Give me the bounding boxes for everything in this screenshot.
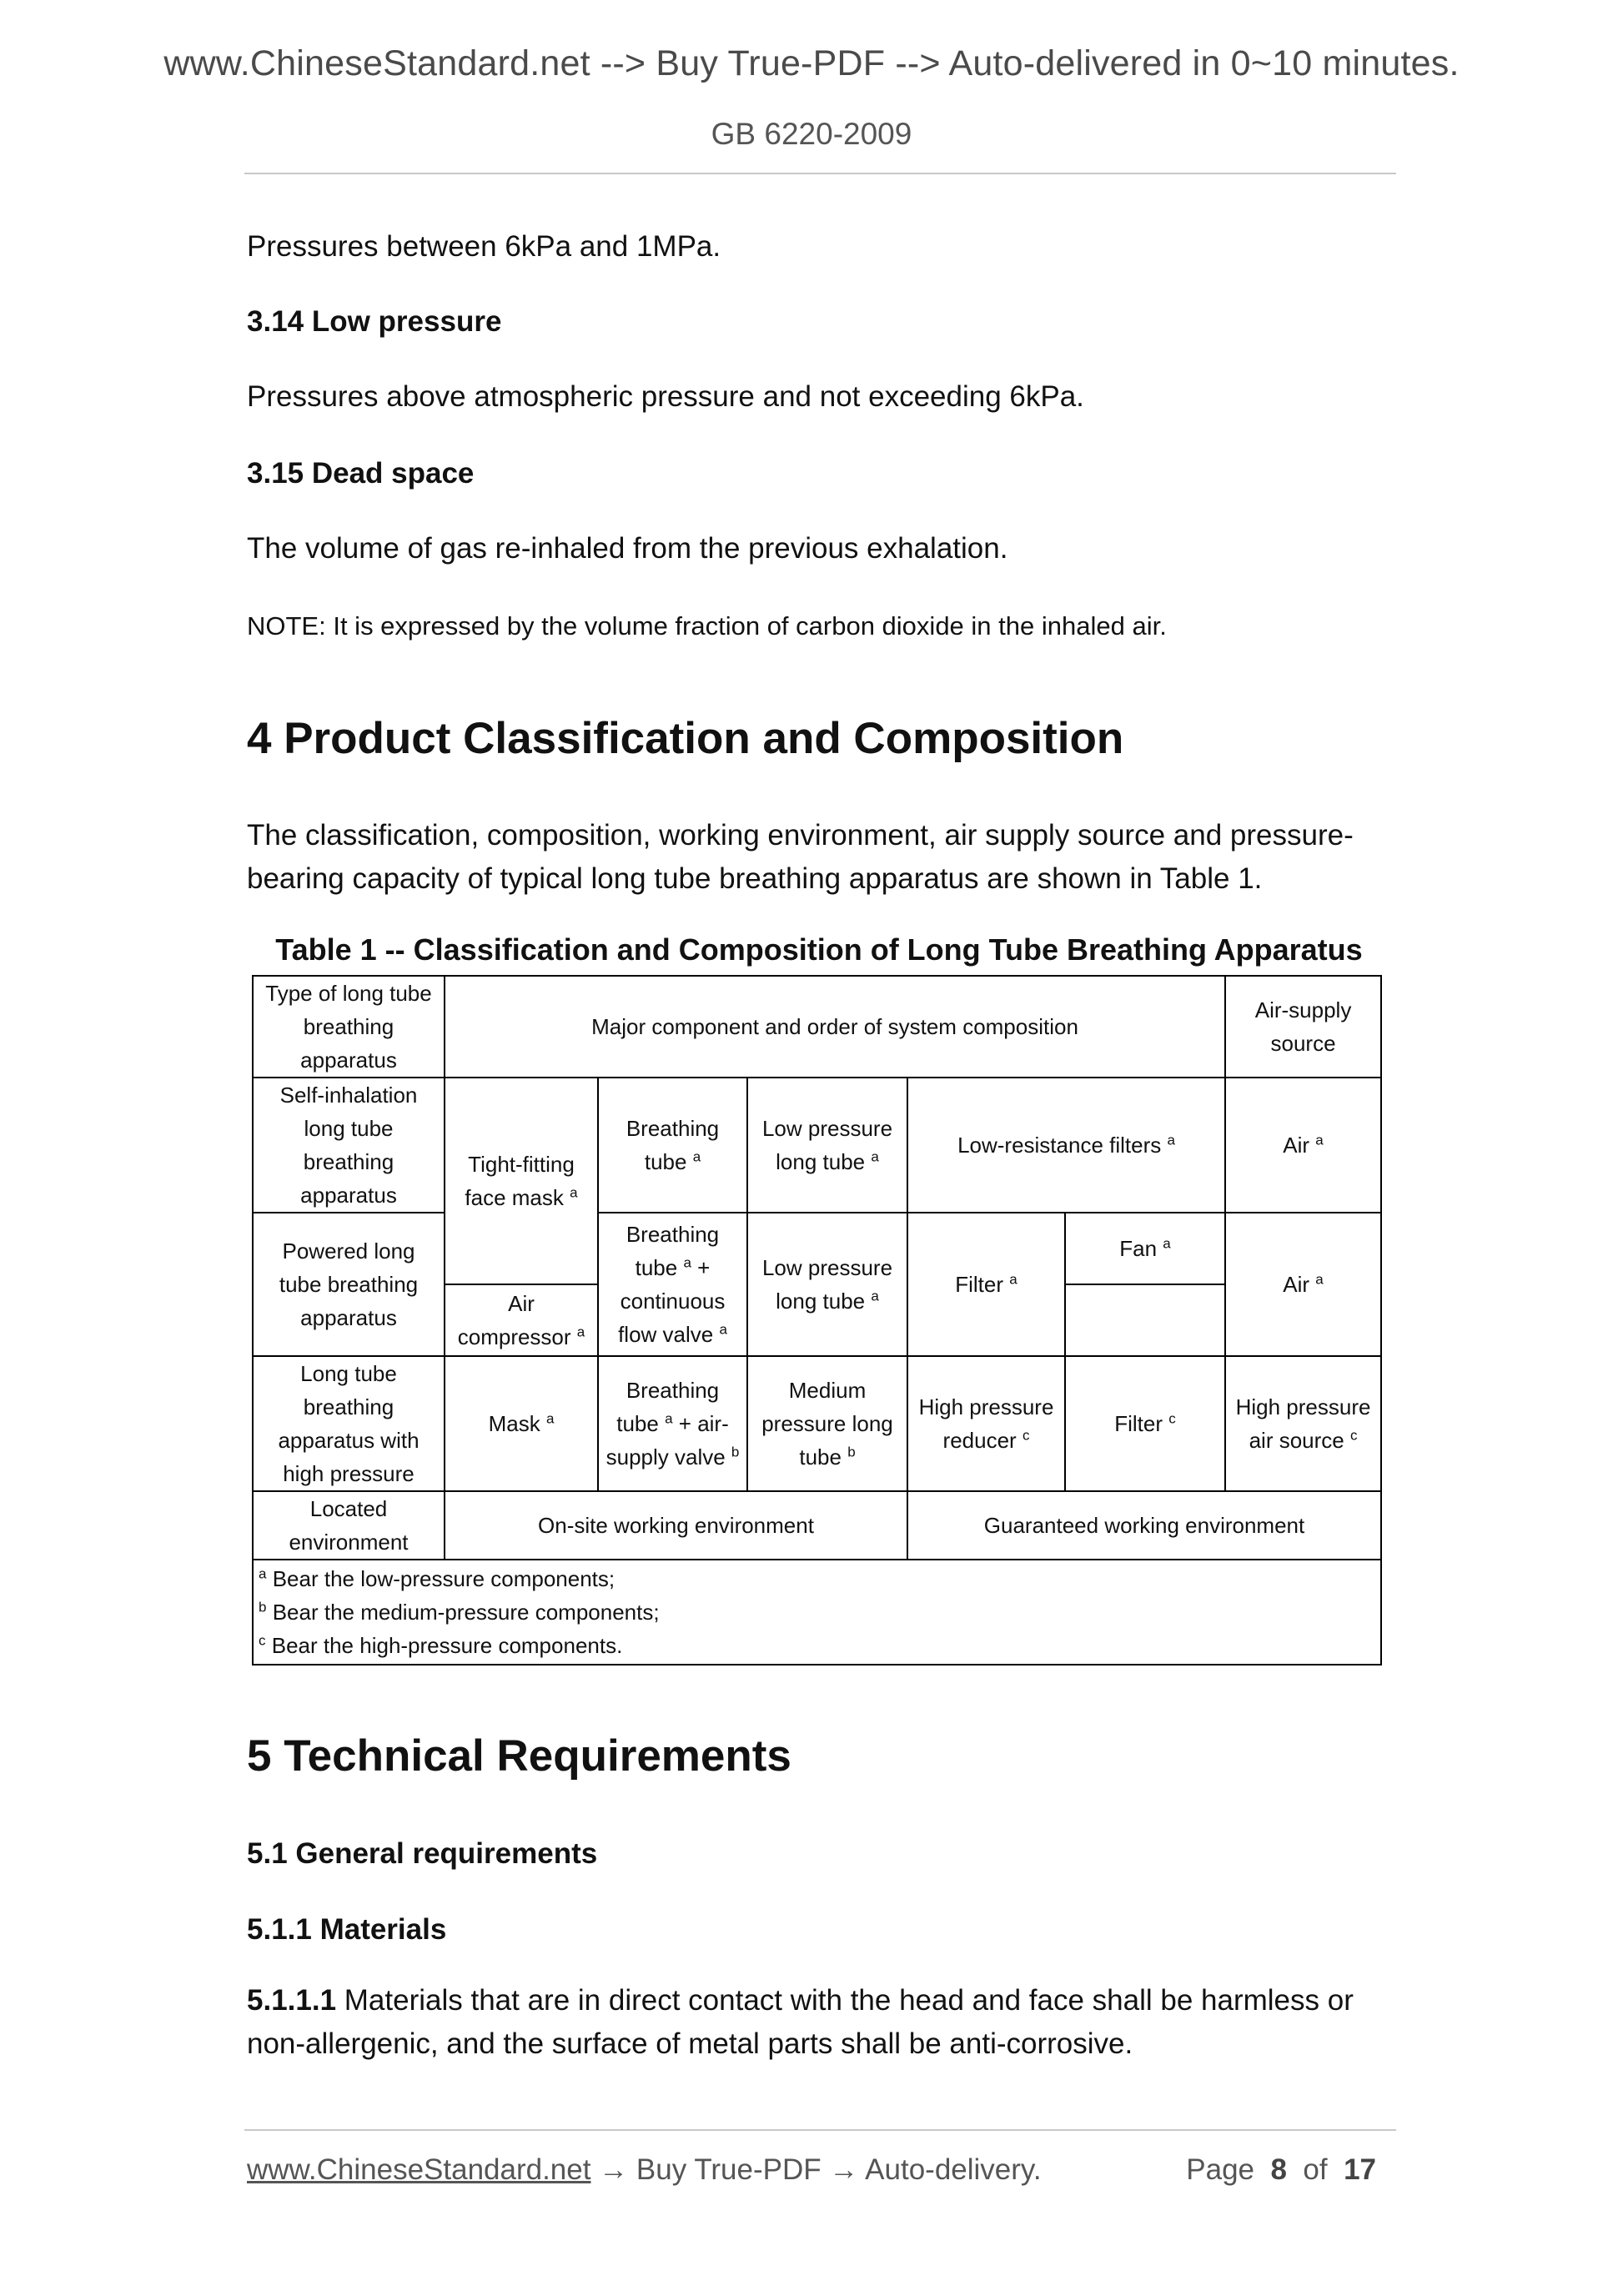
component-cell: Air compressor $^a$: [445, 1284, 598, 1356]
document-code: GB 6220-2009: [711, 117, 912, 151]
paragraph-line: The classification, composition, working environment, air supply source and pressure-: [247, 819, 1354, 852]
header-type-cell: Type of long tube breathing apparatus: [253, 976, 445, 1078]
component-cell: Breathing tube $^a$ + continuous flow valve $^a$: [598, 1213, 747, 1356]
heading-3-15: 3.15 Dead space: [247, 457, 475, 490]
environment-cell: Guaranteed working environment: [907, 1491, 1381, 1560]
footer-site-link[interactable]: www.ChineseStandard.net: [247, 2153, 591, 2186]
air-source-cell: Air $^a$: [1225, 1078, 1381, 1213]
table-row: [253, 1491, 1381, 1560]
table-row: [253, 1560, 1381, 1665]
paragraph-line: 5.1.1.1 Materials that are in direct contact with the head and face shall be harmless or: [247, 1984, 1354, 2017]
component-cell: Medium pressure long tube $^b$: [747, 1356, 907, 1491]
table-title: Table 1 -- Classification and Composition of Long Tube Breathing Apparatus: [275, 932, 1363, 967]
table-row: [253, 976, 1381, 1078]
air-source-cell: High pressure air source $^c$: [1225, 1356, 1381, 1491]
paragraph-low-pressure: Pressures above atmospheric pressure and not exceeding 6kPa.: [247, 380, 1084, 413]
component-cell: Breathing tube $^a$: [598, 1078, 747, 1213]
footer-links: [247, 2153, 1042, 2187]
table-row: [253, 1078, 1381, 1213]
row-type-cell: Located environment: [253, 1491, 445, 1560]
header-major-cell: Major component and order of system composition: [445, 976, 1225, 1078]
air-source-cell: Air $^a$: [1225, 1213, 1381, 1356]
component-cell: Fan $^a$: [1065, 1213, 1225, 1284]
row-type-cell: Self-inhalation long tube breathing apparatus: [253, 1078, 445, 1213]
table-footnotes: [253, 1560, 1381, 1665]
header-air-source-cell: Air-supply source: [1225, 976, 1381, 1078]
top-banner[interactable]: www.ChineseStandard.net --> Buy True-PDF --> Auto-delivered in 0~10 minutes.: [163, 43, 1460, 83]
table-row: [253, 1213, 1381, 1284]
page-indicator: Page 8 of 17: [1186, 2153, 1376, 2186]
paragraph-medium-pressure: Pressures between 6kPa and 1MPa.: [247, 230, 721, 263]
component-cell: Low-resistance filters $^a$: [907, 1078, 1225, 1213]
footnote-a: $^a$ Bear the low-pressure components;: [259, 1565, 616, 1591]
heading-section-5: 5 Technical Requirements: [247, 1731, 791, 1781]
paragraph-5-1-1-1: [247, 1979, 1391, 2066]
component-cell: Filter $^a$: [907, 1213, 1065, 1356]
component-cell: High pressure reducer $^c$: [907, 1356, 1065, 1491]
component-cell: Breathing tube $^a$ + air-supply valve $^b$: [598, 1356, 747, 1491]
heading-section-4: 4 Product Classification and Composition: [247, 714, 1124, 763]
classification-table: [252, 975, 1382, 1665]
footer-divider: [244, 2129, 1396, 2131]
heading-3-14: 3.14 Low pressure: [247, 305, 502, 338]
note-dead-space: NOTE: It is expressed by the volume fraction of carbon dioxide in the inhaled air.: [247, 611, 1167, 641]
page-total: 17: [1344, 2153, 1376, 2186]
row-type-cell: Powered long tube breathing apparatus: [253, 1213, 445, 1356]
heading-5-1-1: 5.1.1 Materials: [247, 1913, 447, 1946]
clause-number: 5.1.1.1: [247, 1984, 337, 2017]
mask-cell: Mask $^a$: [445, 1356, 598, 1491]
component-cell: Low pressure long tube $^a$: [747, 1213, 907, 1356]
header-divider: [244, 173, 1396, 174]
mask-cell: Tight-fitting face mask $^a$: [445, 1078, 598, 1284]
environment-cell: On-site working environment: [445, 1491, 907, 1560]
paragraph-line: non-allergenic, and the surface of metal parts shall be anti-corrosive.: [247, 2027, 1133, 2060]
footnote-c: $^c$ Bear the high-pressure components.: [259, 1632, 623, 1658]
footer-text: → Buy True-PDF → Auto-delivery.: [590, 2153, 1042, 2186]
paragraph-dead-space: The volume of gas re-inhaled from the previous exhalation.: [247, 532, 1008, 565]
component-cell: Filter $^c$: [1065, 1356, 1225, 1491]
row-type-cell: Long tube breathing apparatus with high pressure: [253, 1356, 445, 1491]
footnote-b: $^b$ Bear the medium-pressure components;: [259, 1599, 660, 1625]
component-cell: Low pressure long tube $^a$: [747, 1078, 907, 1213]
table-row: [253, 1356, 1381, 1491]
paragraph-line: bearing capacity of typical long tube breathing apparatus are shown in Table 1.: [247, 862, 1263, 895]
page-number: 8: [1270, 2153, 1287, 2186]
paragraph-section-4: [247, 814, 1391, 901]
heading-5-1: 5.1 General requirements: [247, 1837, 598, 1870]
